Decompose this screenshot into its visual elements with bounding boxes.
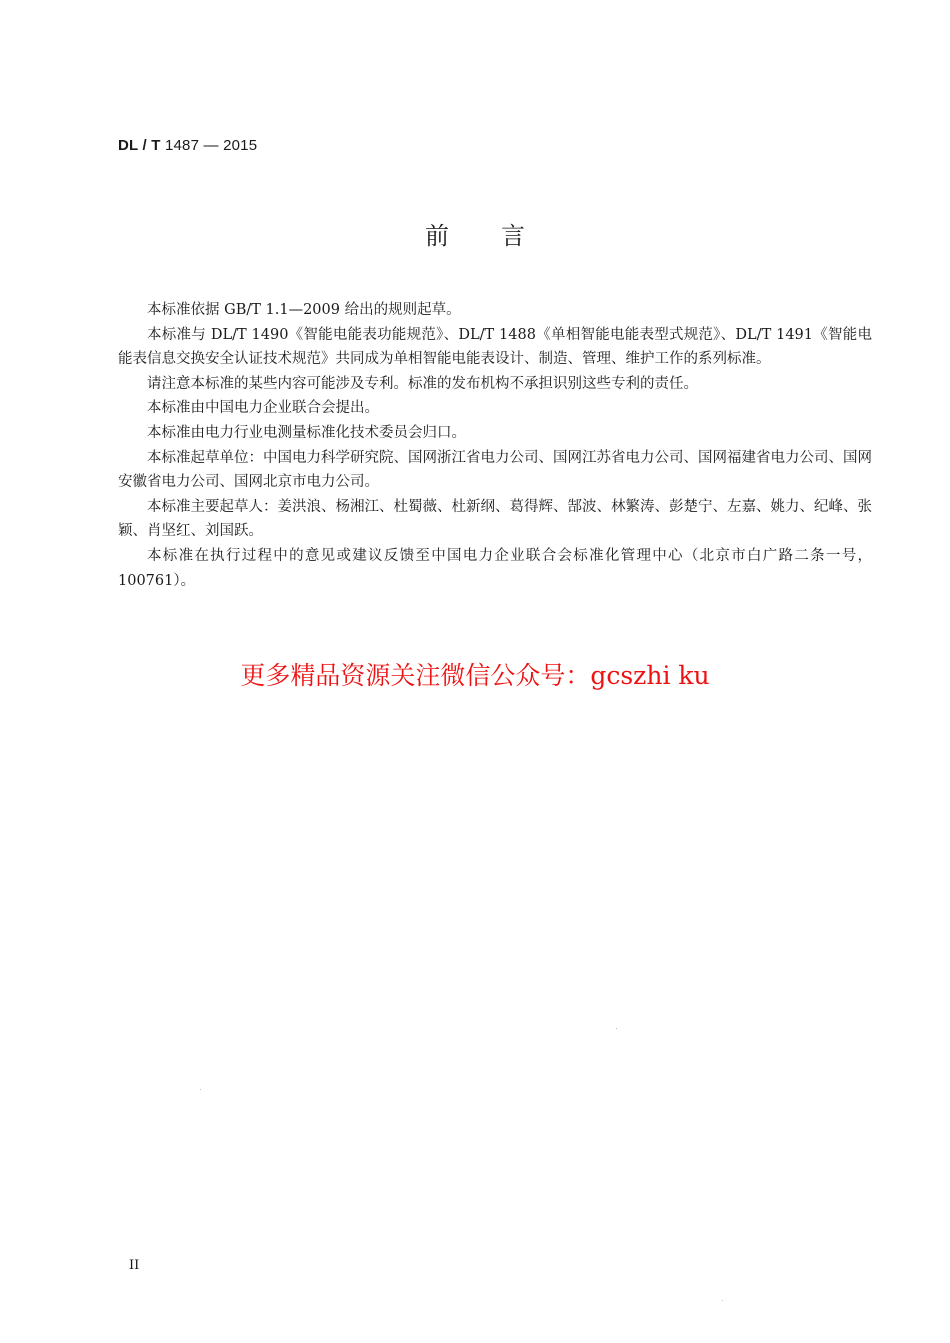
scan-speck (616, 1028, 617, 1029)
promo-notice: 更多精品资源关注微信公众号：gcszhi ku (240, 661, 710, 690)
page-title: 前言 (425, 222, 577, 250)
paragraph-feedback: 本标准在执行过程中的意见或建议反馈至中国电力企业联合会标准化管理中心（北京市白广路二条一号，100761）。 (118, 547, 872, 589)
page-number: II (129, 1258, 140, 1273)
foreword-body (118, 298, 872, 593)
paragraph-proposer: 本标准由中国电力企业联合会提出。 (147, 400, 379, 417)
paragraph-drafting-units: 本标准起草单位：中国电力科学研究院、国网浙江省电力公司、国网江苏省电力公司、国网福建省电力公司、国网安徽省电力公司、国网北京市电力公司。 (118, 449, 872, 491)
standard-code: DL / T (118, 137, 161, 154)
document-header (118, 137, 257, 154)
paragraph-drafters: 本标准主要起草人：姜洪浪、杨湘江、杜蜀薇、杜新纲、葛得辉、郜波、林繁涛、彭楚宁、左嘉、姚力、纪峰、张颖、肖坚红、刘国跃。 (118, 498, 872, 540)
standard-number: 1487 — 2015 (164, 137, 258, 154)
paragraph-patent-notice: 请注意本标准的某些内容可能涉及专利。标准的发布机构不承担识别这些专利的责任。 (147, 375, 698, 392)
paragraph-related-standards: 本标准与 DL/T 1490《智能电能表功能规范》、DL/T 1488《单相智能电能表型式规范》、DL/T 1491《智能电能表信息交换安全认证技术规范》共同成为单相智能电能表设计、制造、管理、维护工作的系列标准。 (118, 326, 872, 368)
scan-speck (200, 1089, 201, 1090)
scan-speck (722, 1300, 723, 1301)
paragraph-drafting-rules: 本标准依据 GB/T 1.1—2009 给出的规则起草。 (147, 302, 461, 318)
paragraph-technical-committee: 本标准由电力行业电测量标准化技术委员会归口。 (147, 424, 466, 441)
